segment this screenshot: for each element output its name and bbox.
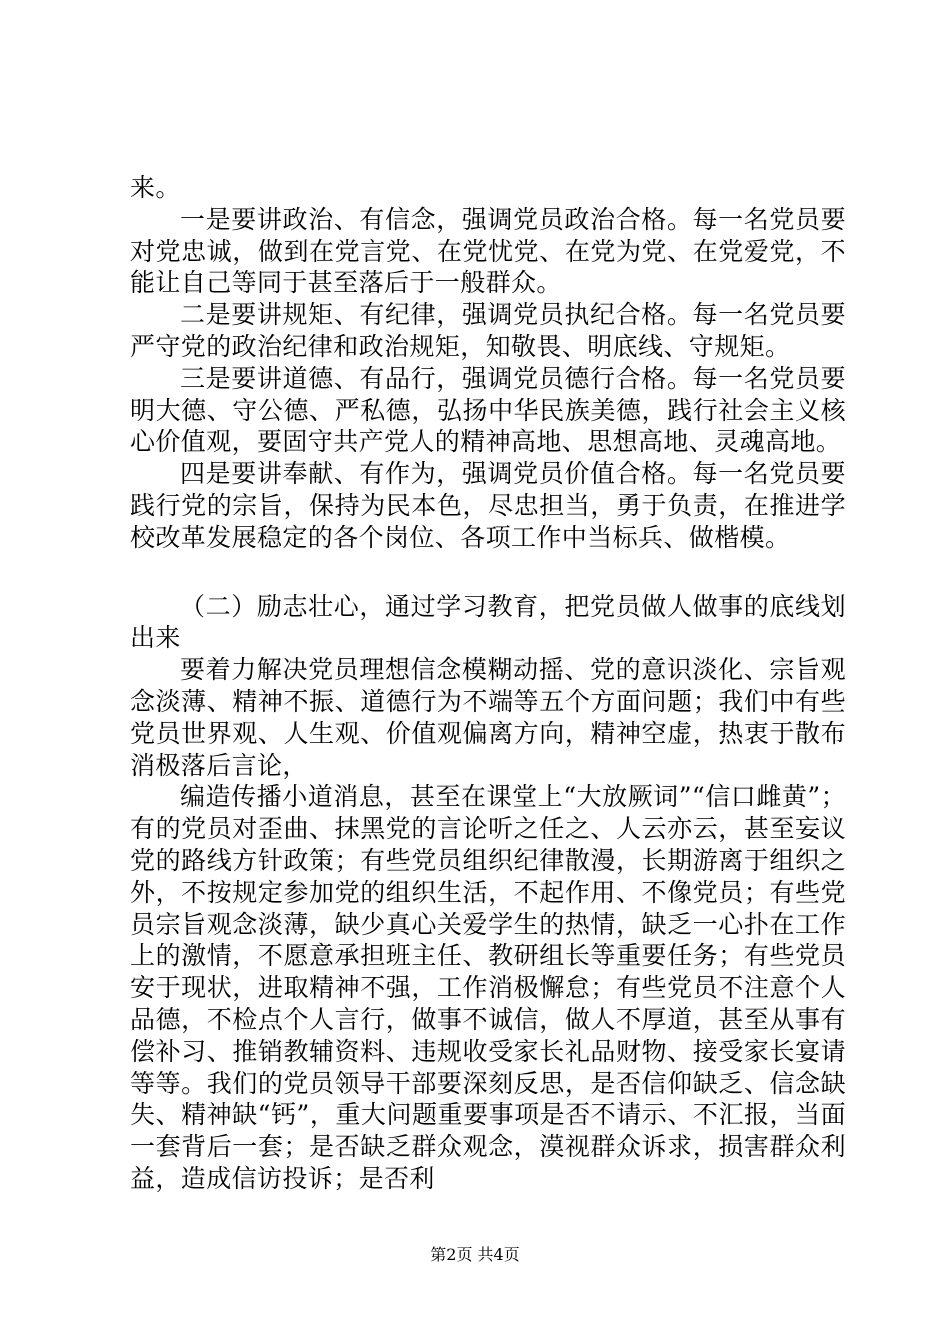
section-heading: （二）励志壮心，通过学习教育，把党员做人做事的底线划出来	[130, 591, 846, 653]
paragraph-problems-intro: 要着力解决党员理想信念模糊动摇、党的意识淡化、宗旨观念淡薄、精神不振、道德行为不端等五个方面问题；我们中有些党员世界观、人生观、价值观偏离方向，精神空虚，热衷于散布消极落后言论，	[130, 655, 846, 780]
paragraph-problems-detail: 编造传播小道消息，甚至在课堂上“大放厥词”“信口雌黄”；有的党员对歪曲、抹黑党的言论听之任之、人云亦云，甚至妄议党的路线方针政策；有些党员组织纪律散漫，长期游离于组织之外，不按规定参加党的组织生活，不起作用、不像党员；有些党员宗旨观念淡薄，缺少真心关爱学生的热情，缺乏一心扑在工作上的激情，不愿意承担班主任、教研组长等重要任务；有些党员安于现状，进取精神不强，工作消极懈怠；有些党员不注意个人品德，不检点个人言行，做事不诚信，做人不厚道，甚至从事有偿补习、推销教辅资料、违规收受家长礼品财物、接受家长宴请等等。我们的党员领导干部要深刻反思，是否信仰缺乏、信念缺失、精神缺“钙”，重大问题重要事项是否不请示、不汇报，当面一套背后一套；是否缺乏群众观念，漠视群众诉求，损害群众利益，造成信访投诉；是否利	[130, 782, 846, 1193]
page-number-footer: 第2页 共4页	[430, 1245, 520, 1264]
document-body	[130, 172, 846, 1195]
paragraph-continuation: 来。	[130, 173, 181, 202]
paragraph-spacer	[130, 554, 846, 591]
paragraph-point-one: 一是要讲政治、有信念，强调党员政治合格。每一名党员要对党忠诚，做到在党言党、在党忧党、在党为党、在党爱党，不能让自己等同于甚至落后于一般群众。	[130, 204, 846, 298]
paragraph-point-four: 四是要讲奉献、有作为，强调党员价值合格。每一名党员要践行党的宗旨，保持为民本色，尽忠担当，勇于负责，在推进学校改革发展稳定的各个岗位、各项工作中当标兵、做楷模。	[130, 459, 846, 552]
paragraph-point-three: 三是要讲道德、有品行，强调党员德行合格。每一名党员要明大德、守公德、严私德，弘扬中华民族美德，践行社会主义核心价值观，要固守共产党人的精神高地、思想高地、灵魂高地。	[130, 363, 846, 457]
paragraph-point-two: 二是要讲规矩、有纪律，强调党员执纪合格。每一名党员要严守党的政治纪律和政治规矩，知敬畏、明底线、守规矩。	[130, 300, 846, 361]
